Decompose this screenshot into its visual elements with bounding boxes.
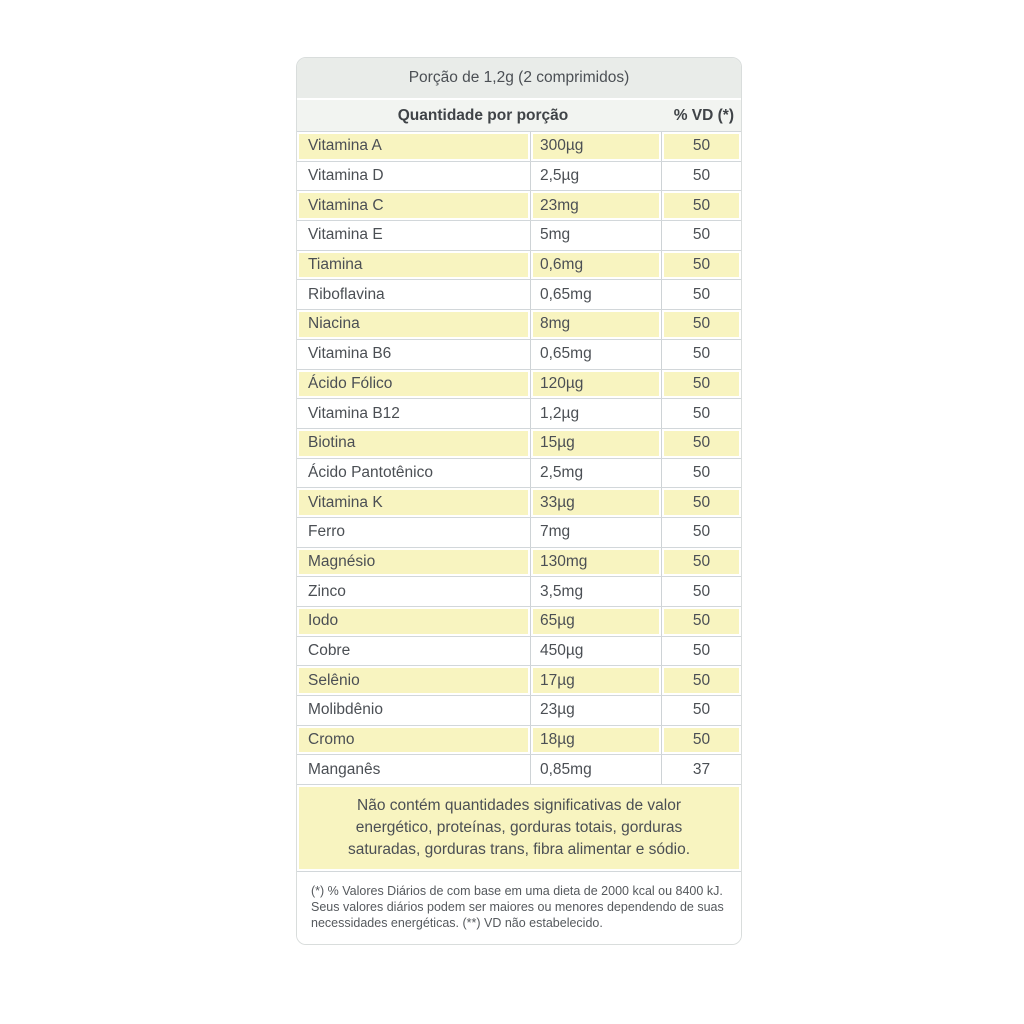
nutrient-quantity: 0,65mg [530, 280, 661, 309]
nutrient-quantity: 23µg [530, 696, 661, 725]
nutrient-quantity: 23mg [530, 191, 661, 220]
nutrient-name: Iodo [297, 607, 530, 636]
column-header-row [297, 100, 741, 131]
nutrient-name: Ferro [308, 523, 346, 541]
nutrient-quantity: 8mg [530, 310, 661, 339]
nutrient-vd: 50 [661, 399, 741, 428]
nutrient-quantity: 450µg [530, 637, 661, 666]
table-row [297, 429, 741, 459]
nutrient-name: Cromo [297, 726, 530, 755]
nutrient-quantity: 0,6mg [530, 251, 661, 280]
nutrient-quantity: 0,85mg [530, 755, 661, 784]
nutrient-quantity: 120µg [530, 370, 661, 399]
table-body [297, 131, 741, 785]
daily-values-footnote: (*) % Valores Diários de com base em uma dieta de 2000 kcal ou 8400 kJ. Seus valores diários podem ser maiores ou menores dependendo de suas necessidades energéticas. (**) VD não estabelecido. [297, 872, 741, 944]
nutrient-quantity: 1,2µg [530, 399, 661, 428]
nutrient-quantity: 7mg [530, 518, 661, 547]
column-header-quantity: Quantidade por porção [397, 106, 569, 124]
nutrient-quantity: 2,5mg [530, 459, 661, 488]
table-row [297, 637, 741, 667]
nutrient-quantity: 3,5mg [530, 577, 661, 606]
table-row [297, 370, 741, 400]
nutrient-name: Vitamina D [308, 167, 384, 185]
table-row [297, 191, 741, 221]
nutrient-vd: 50 [661, 251, 741, 280]
nutrient-name: Vitamina B6 [308, 345, 392, 363]
nutrient-vd: 50 [661, 310, 741, 339]
nutrient-name: Zinco [308, 582, 346, 600]
nutrient-vd: 50 [661, 459, 741, 488]
table-row [297, 221, 741, 251]
nutrient-quantity: 17µg [530, 666, 661, 695]
nutrient-vd: 50 [661, 162, 741, 191]
nutrient-vd: 50 [661, 696, 741, 725]
table-row [297, 548, 741, 578]
table-row [297, 340, 741, 370]
nutrient-name: Vitamina B12 [308, 404, 400, 422]
nutrient-name: Cobre [308, 642, 351, 660]
nutrition-facts-card [296, 57, 742, 945]
table-row [297, 666, 741, 696]
nutrient-vd: 50 [661, 370, 741, 399]
table-row [297, 607, 741, 637]
table-row [297, 162, 741, 192]
nutrient-name: Niacina [297, 310, 530, 339]
nutrient-name: Vitamina E [308, 226, 383, 244]
nutrient-quantity: 65µg [530, 607, 661, 636]
table-row [297, 399, 741, 429]
table-row [297, 696, 741, 726]
nutrient-vd: 50 [661, 607, 741, 636]
nutrient-vd: 50 [661, 548, 741, 577]
nutrient-vd: 50 [661, 132, 741, 161]
table-row [297, 755, 741, 785]
nutrient-vd: 50 [661, 637, 741, 666]
nutrient-vd: 50 [661, 429, 741, 458]
nutrient-name: Vitamina K [297, 488, 530, 517]
nutrient-vd: 50 [661, 221, 741, 250]
nutrient-vd: 50 [661, 726, 741, 755]
table-row [297, 459, 741, 489]
no-significant-amounts-note: Não contém quantidades significativas de valor energético, proteínas, gorduras totais, gorduras saturadas, gorduras trans, fibra alimentar e sódio. [297, 785, 741, 872]
nutrient-quantity: 300µg [530, 132, 661, 161]
table-row [297, 488, 741, 518]
table-row [297, 280, 741, 310]
nutrient-quantity: 15µg [530, 429, 661, 458]
nutrient-vd: 50 [661, 488, 741, 517]
nutrient-vd: 37 [661, 755, 741, 784]
nutrient-quantity: 5mg [530, 221, 661, 250]
table-row [297, 518, 741, 548]
nutrient-vd: 50 [661, 191, 741, 220]
nutrient-quantity: 0,65mg [530, 340, 661, 369]
nutrient-vd: 50 [661, 340, 741, 369]
nutrient-name: Riboflavina [308, 285, 385, 303]
nutrient-quantity: 130mg [530, 548, 661, 577]
serving-size-title: Porção de 1,2g (2 comprimidos) [297, 58, 741, 100]
nutrient-vd: 50 [661, 577, 741, 606]
nutrient-name: Selênio [297, 666, 530, 695]
nutrient-name: Molibdênio [308, 701, 383, 719]
nutrient-name: Ácido Pantotênico [308, 463, 433, 481]
table-row [297, 726, 741, 756]
nutrient-quantity: 18µg [530, 726, 661, 755]
nutrient-vd: 50 [661, 280, 741, 309]
nutrient-quantity: 33µg [530, 488, 661, 517]
column-header-vd: % VD (*) [673, 106, 734, 124]
nutrient-name: Magnésio [297, 548, 530, 577]
table-row [297, 577, 741, 607]
nutrient-name: Vitamina C [297, 191, 530, 220]
nutrient-name: Manganês [308, 760, 381, 778]
nutrient-name: Ácido Fólico [297, 370, 530, 399]
nutrient-name: Vitamina A [297, 132, 530, 161]
table-row [297, 251, 741, 281]
nutrient-vd: 50 [661, 518, 741, 547]
nutrient-name: Tiamina [297, 251, 530, 280]
table-row [297, 310, 741, 340]
table-row [297, 132, 741, 162]
nutrient-name: Biotina [297, 429, 530, 458]
nutrient-quantity: 2,5µg [530, 162, 661, 191]
nutrient-vd: 50 [661, 666, 741, 695]
